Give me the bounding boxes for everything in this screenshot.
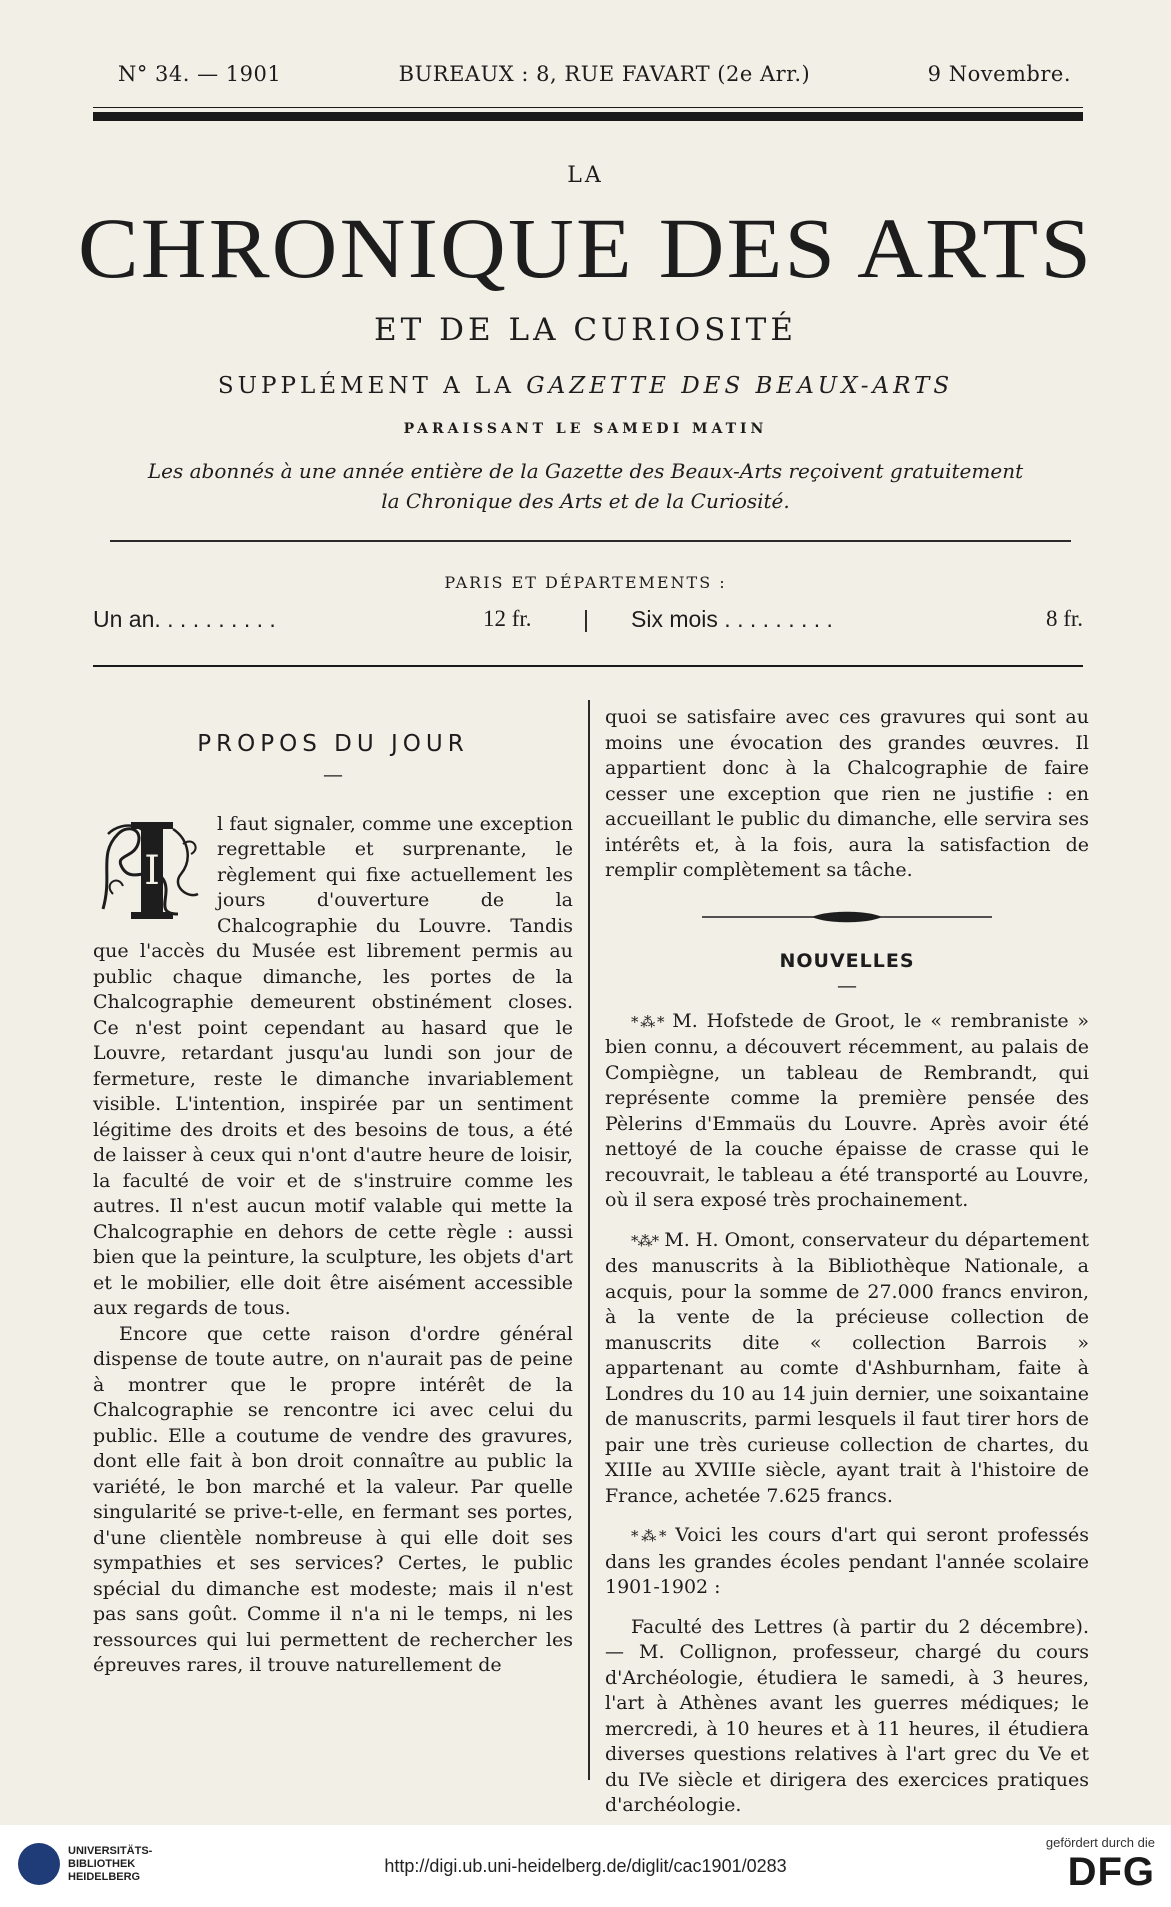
- six-month-price: 8 fr.: [1045, 606, 1083, 631]
- news-item-2-text: M. H. Omont, conservateur du département des manuscrits à la Bibliothèque Nationale, a acquis, pour la somme de 27.000 francs environ, à la vente de la précieuse collection de manuscrits dite « collection Barrois » appartenant au comte d'Ashburnham, faite à Londres du 10 au 14 juin dernier, une soixantaine de manuscrits, parmi lesquels il faut tirer hors de pair une très curieuse collection de chartes, du XIIIe au XVIIIe siècle, ayant trait à l'histoire de France, achetée 7.625 francs.: [605, 1228, 1089, 1507]
- viewer-footer: [0, 1825, 1171, 1907]
- permalink-url[interactable]: http://digi.ub.uni-heidelberg.de/diglit/cac1901/0283: [384, 1856, 787, 1876]
- publication-schedule: PARAISSANT LE SAMEDI MATIN: [403, 421, 768, 437]
- propos-paragraph-2: Encore que cette raison d'ordre général dispense de toute autre, on n'aurait pas de peine à montrer que le propre intérêt de la Chalcographie se rencontre ici avec celui du public. Elle a coutume de vendre des gravures, dont elle fait à bon droit connaître au public la variété, le bon marché et la valeur. Par quelle singularité se prive-t-elle, en fermant ses portes, d'une clientèle nombreuse à qui elle doit ses sympathies et ses services? Certes, le public spécial du dimanche est modeste; mais il n'est pas sans goût. Comme il n'a ni le temps, ni les ressources qui lui permettent de rechercher les épreuves rares, il trouve naturellement de: [93, 1322, 573, 1676]
- news-item: [605, 1228, 1089, 1510]
- news-item-4-text: Faculté des Lettres (à partir du 2 décembre). — M. Collignon, professeur, chargé du cours d'Archéologie, étudiera le samedi, à 3 heures, l'art à Athènes avant les guerres médiques; le mercredi, à 10 heures et à 11 heures, il étudiera diverses questions relatives à l'art grec du Ve et du IVe siècle et dirigera des exercices pratiques d'archéologie.: [605, 1615, 1089, 1816]
- top-rule-thin: [93, 107, 1083, 108]
- news-item-1-text: M. Hofstede de Groot, le « rembraniste » bien connu, a découvert récemment, au palais de Compiègne, un tableau de Rembrandt, qui représente comme la première pensée des Pèlerins d'Emmaüs du Louvre. Après avoir été nettoyé de la couche épaisse de crasse qui le recouvrait, le tableau a été transporté au Louvre, où il sera exposé très prochainement.: [605, 1009, 1090, 1211]
- propos-dash: —: [323, 761, 343, 786]
- news-list: [605, 1009, 1089, 1819]
- asterism-icon: *⁂*: [631, 1527, 666, 1545]
- news-item: [605, 1523, 1089, 1601]
- price-separator: |: [583, 606, 589, 632]
- propos-paragraph-1: l faut signaler, comme une exception regrettable et surprenante, le règlement qui fixe actuellement les jours d'ouverture de la Chalcographie du Louvre. Tandis que l'accès du Musée est librement permis au public chaque dimanche, les portes de la Chalcographie demeurent obstinément closes. Ce n'est point cependant au hasard que le Louvre, retardant jusqu'au lundi son jour de fermeture, reste le dimanche invariablement visible. L'intention, inspirée par un sentiment légitime des droits et des besoins de tous, a été de laisser à ceux qui n'ont d'autre heure de loisir, la faculté de voir et de s'instruire comme les autres. Il n'est aucun motif valable qui mette la Chalcographie en dehors de cette règle : aussi bien que la peinture, la sculpture, les objets d'art et le mobilier, elle doit être aisément accessible aux regards de tous.: [93, 812, 573, 1319]
- article-body: [93, 812, 573, 1679]
- supplement-gazette: GAZETTE DES BEAUX-ARTS: [526, 373, 954, 399]
- subscriber-note: [0, 456, 1171, 516]
- funded-by-text: gefördert durch die: [1045, 1835, 1155, 1850]
- masthead-title: CHRONIQUE DES ARTS: [77, 200, 1094, 296]
- ornamental-dropcap-icon: [93, 814, 209, 926]
- asterism-icon: *⁂*: [631, 1231, 659, 1250]
- bureau-address: BUREAUX : 8, RUE FAVART (2e Arr.): [398, 62, 811, 86]
- year-price: 12 fr.: [483, 606, 532, 631]
- subscription-prices: [93, 606, 1083, 640]
- supplement-line: [0, 373, 1171, 399]
- nouvelles-heading: NOUVELLES: [779, 950, 915, 972]
- masthead-subtitle: ET DE LA CURIOSITÉ: [374, 312, 797, 348]
- left-column: [93, 707, 573, 1679]
- year-label: Un an. . . . . . . . . .: [93, 606, 276, 632]
- section-ornament: [605, 906, 1089, 932]
- library-name-line2: BIBLIOTHEK: [68, 1857, 136, 1870]
- masthead-rule: [110, 540, 1071, 542]
- library-name-line3: HEIDELBERG: [68, 1870, 141, 1883]
- issue-date: 9 Novembre.: [927, 62, 1071, 86]
- subscription-heading: PARIS ET DÉPARTEMENTS :: [444, 573, 727, 592]
- library-name-line1: UNIVERSITÄTS-: [68, 1844, 153, 1857]
- right-column: [605, 705, 1089, 1833]
- column-divider: [588, 700, 590, 1780]
- subscriber-note-line2: la Chronique des Arts et de la Curiosité.: [381, 489, 790, 513]
- top-info-line: [118, 62, 1071, 86]
- masthead-article: LA: [567, 163, 604, 188]
- dfg-text: DFG: [1067, 1850, 1155, 1894]
- subscriber-note-line1: Les abonnés à une année entière de la Gazette des Beaux-Arts reçoivent gratuitement: [147, 459, 1024, 483]
- top-rule-thick: [93, 112, 1083, 121]
- propos-continuation: quoi se satisfaire avec ces gravures qui sont au moins une évocation des grandes œuvres. Il appartient donc à la Chalcographie de faire cesser une exception que rien ne justifie : en accueillant le public du dimanche, elle servira ses intérêts et, à la fois, aura la satisfaction de remplir complètement sa tâche.: [605, 706, 1089, 881]
- propos-heading: PROPOS DU JOUR: [197, 731, 469, 757]
- supplement-prefix: SUPPLÉMENT A LA: [217, 373, 515, 399]
- header-bottom-rule: [93, 665, 1083, 667]
- nouvelles-dash: —: [837, 972, 857, 997]
- dropcap-letter: I: [144, 847, 160, 894]
- six-month-label: Six mois . . . . . . . . .: [631, 606, 833, 632]
- news-item: [605, 1009, 1089, 1214]
- asterism-icon: *⁂*: [631, 1012, 664, 1031]
- dfg-logo: [1046, 1835, 1155, 1894]
- news-item-3-text: Voici les cours d'art qui seront professés dans les grandes écoles pendant l'année scolaire 1901-1902 :: [605, 1524, 1089, 1598]
- ornament-rule-icon: [702, 910, 992, 924]
- issue-number: N° 34. — 1901: [118, 62, 282, 86]
